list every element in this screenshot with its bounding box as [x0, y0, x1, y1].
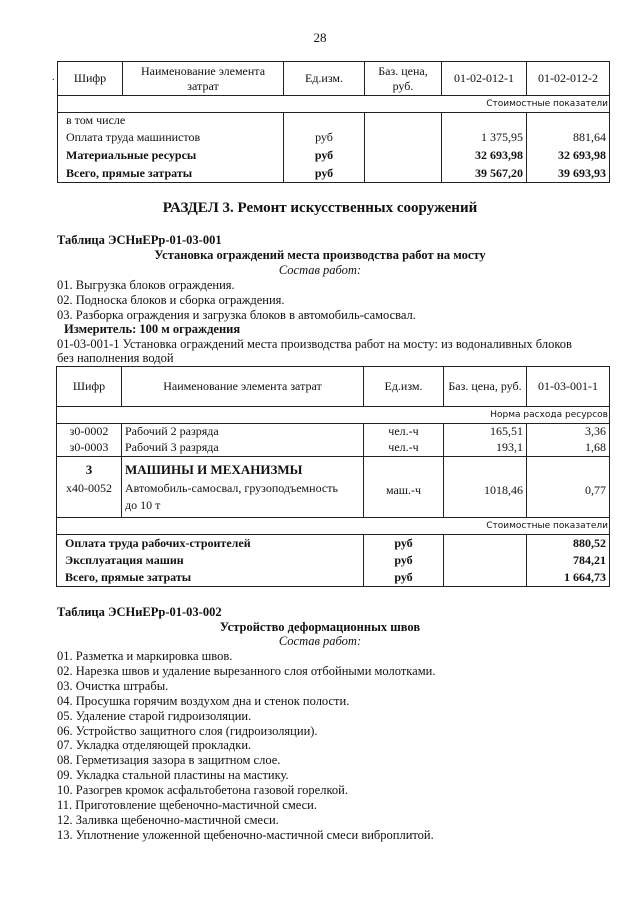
table1-description-line1: 01-03-001-1 Установка ограждений места производства работ на мосту: из водоналивных блоков: [57, 337, 572, 351]
header-name: Наименование элемента затрат: [122, 367, 364, 407]
work-item: 03. Очистка штрабы.: [57, 678, 169, 693]
row-value-1: [442, 113, 527, 129]
work-item: 01. Разметка и маркировка швов.: [57, 649, 233, 663]
row-name: Рабочий 2 разряда: [122, 424, 364, 440]
work-item: 02. Нарезка швов и удаление вырезанного слоя отбойными молотками.: [57, 663, 436, 678]
row-name: Всего, прямые затраты: [58, 165, 284, 183]
header-code: Шифр: [57, 367, 122, 407]
header-code: Шифр: [58, 62, 123, 96]
table1-works-list: [57, 278, 416, 323]
group-name: МАШИНЫ И МЕХАНИЗМЫ: [125, 462, 303, 477]
row-unit: руб: [364, 535, 444, 552]
machine-name-line1: Автомобиль-самосвал, грузоподъемность: [125, 481, 338, 495]
table-row: [57, 569, 610, 587]
machine-name-line2: до 10 т: [125, 498, 161, 512]
table-row: [57, 552, 610, 569]
row-price: [444, 569, 527, 587]
row-name: [122, 457, 364, 518]
table-row: [58, 165, 610, 183]
row-name: Рабочий 3 разряда: [122, 440, 364, 457]
page-number: 28: [313, 30, 327, 45]
row-price: [365, 129, 442, 147]
row-price: 165,51: [444, 424, 527, 440]
header-col-1: 01-02-012-1: [442, 62, 527, 96]
row-unit: чел.-ч: [364, 424, 444, 440]
row-value-2: 32 693,98: [527, 147, 610, 165]
table-previous-continuation: [57, 61, 610, 183]
stray-mark: .: [52, 72, 55, 83]
group-code: 3: [85, 462, 93, 477]
work-item: 11. Приготовление щебеночно-мастичной смеси.: [57, 798, 317, 813]
table-header-row: [58, 62, 610, 96]
row-value-2: [527, 113, 610, 129]
work-item: 02. Подноска блоков и сборка ограждения.: [57, 292, 285, 307]
table-row: [57, 440, 610, 457]
work-item: 01. Выгрузка блоков ограждения.: [57, 278, 235, 292]
cost-indicators-label: Стоимостные показатели: [58, 96, 610, 113]
row-value-1: 39 567,20: [442, 165, 527, 183]
header-price: Баз. цена, руб.: [444, 367, 527, 407]
table-header-row: [57, 367, 610, 407]
row-name: Эксплуатация машин: [57, 552, 364, 569]
cost-subheader-row: [57, 518, 610, 535]
row-unit: руб: [364, 552, 444, 569]
header-col-1: 01-03-001-1: [527, 367, 610, 407]
row-unit: [284, 113, 365, 129]
row-value: 880,52: [527, 535, 610, 552]
row-unit: чел.-ч: [364, 440, 444, 457]
row-value-2: 39 693,93: [527, 165, 610, 183]
row-price: 1018,46: [444, 457, 527, 518]
row-name: Оплата труда машинистов: [58, 129, 284, 147]
row-price: [365, 113, 442, 129]
work-item: 06. Устройство защитного слоя (гидроизоляции).: [57, 723, 318, 738]
table1-resources: [56, 366, 610, 587]
row-unit: маш.-ч: [364, 457, 444, 518]
row-value: 3,36: [527, 424, 610, 440]
row-value: 0,77: [527, 457, 610, 518]
table-row: [57, 424, 610, 440]
work-item: 05. Удаление старой гидроизоляции.: [57, 708, 252, 723]
row-code: [57, 457, 122, 518]
table1-measure: Измеритель: 100 м ограждения: [64, 322, 241, 336]
work-item: 12. Заливка щебеночно-мастичной смеси.: [57, 812, 279, 827]
row-value: 784,21: [527, 552, 610, 569]
work-item: 04. Просушка горячим воздухом дна и стенок полости.: [57, 693, 350, 708]
table-row: [57, 535, 610, 552]
row-price: [365, 165, 442, 183]
row-unit: руб: [364, 569, 444, 587]
row-value: 1,68: [527, 440, 610, 457]
cost-indicators-label: Стоимостные показатели: [57, 518, 610, 535]
row-name: Оплата труда рабочих-строителей: [57, 535, 364, 552]
machines-group-row: [57, 457, 610, 518]
table-row: [58, 129, 610, 147]
row-price: [444, 552, 527, 569]
table1-label: Таблица ЭСНиЕРр-01-03-001: [57, 233, 222, 247]
row-name: в том числе: [58, 113, 284, 129]
row-unit: руб: [284, 147, 365, 165]
section-title: РАЗДЕЛ 3. Ремонт искусственных сооружений: [162, 200, 478, 216]
work-item: 07. Укладка отделяющей прокладки.: [57, 738, 252, 753]
row-unit: руб: [284, 129, 365, 147]
row-value: 1 664,73: [527, 569, 610, 587]
row-code: з0-0002: [57, 424, 122, 440]
work-item: 13. Уплотнение уложенной щебеночно-мастичной смеси виброплитой.: [57, 827, 434, 842]
row-value-2: 881,64: [527, 129, 610, 147]
work-item: 09. Укладка стальной пластины на мастику.: [57, 768, 289, 783]
header-unit: Ед.изм.: [284, 62, 365, 96]
row-name: Материальные ресурсы: [58, 147, 284, 165]
table1-description-line2: без наполнения водой: [57, 351, 174, 365]
row-code: з0-0003: [57, 440, 122, 457]
work-item: 10. Разогрев кромок асфальтобетона газовой горелкой.: [57, 783, 348, 798]
table2-works-title: Состав работ:: [278, 634, 362, 648]
header-unit: Ед.изм.: [364, 367, 444, 407]
table-row: [58, 113, 610, 129]
work-item: 08. Герметизация зазора в защитном слое.: [57, 753, 281, 768]
work-item: 03. Разборка ограждения и загрузка блоков в автомобиль-самосвал.: [57, 307, 416, 322]
row-price: 193,1: [444, 440, 527, 457]
row-value-1: 32 693,98: [442, 147, 527, 165]
table-row: [58, 147, 610, 165]
header-price: Баз. цена, руб.: [365, 62, 442, 96]
table1-title: Установка ограждений места производства работ на мосту: [154, 248, 486, 262]
row-price: [365, 147, 442, 165]
row-unit: руб: [284, 165, 365, 183]
norm-subheader-row: [57, 407, 610, 424]
table2-works-list: [57, 649, 435, 843]
machine-code: х40-0052: [66, 481, 112, 495]
header-col-2: 01-02-012-2: [527, 62, 610, 96]
header-name: Наименование элемента затрат: [123, 62, 284, 96]
table1-works-title: Состав работ:: [278, 263, 362, 277]
row-value-1: 1 375,95: [442, 129, 527, 147]
table2-label: Таблица ЭСНиЕРр-01-03-002: [57, 605, 222, 619]
norm-label: Норма расхода ресурсов: [57, 407, 610, 424]
table2-title: Устройство деформационных швов: [219, 620, 421, 634]
row-price: [444, 535, 527, 552]
subheader-row: [58, 96, 610, 113]
row-name: Всего, прямые затраты: [57, 569, 364, 587]
